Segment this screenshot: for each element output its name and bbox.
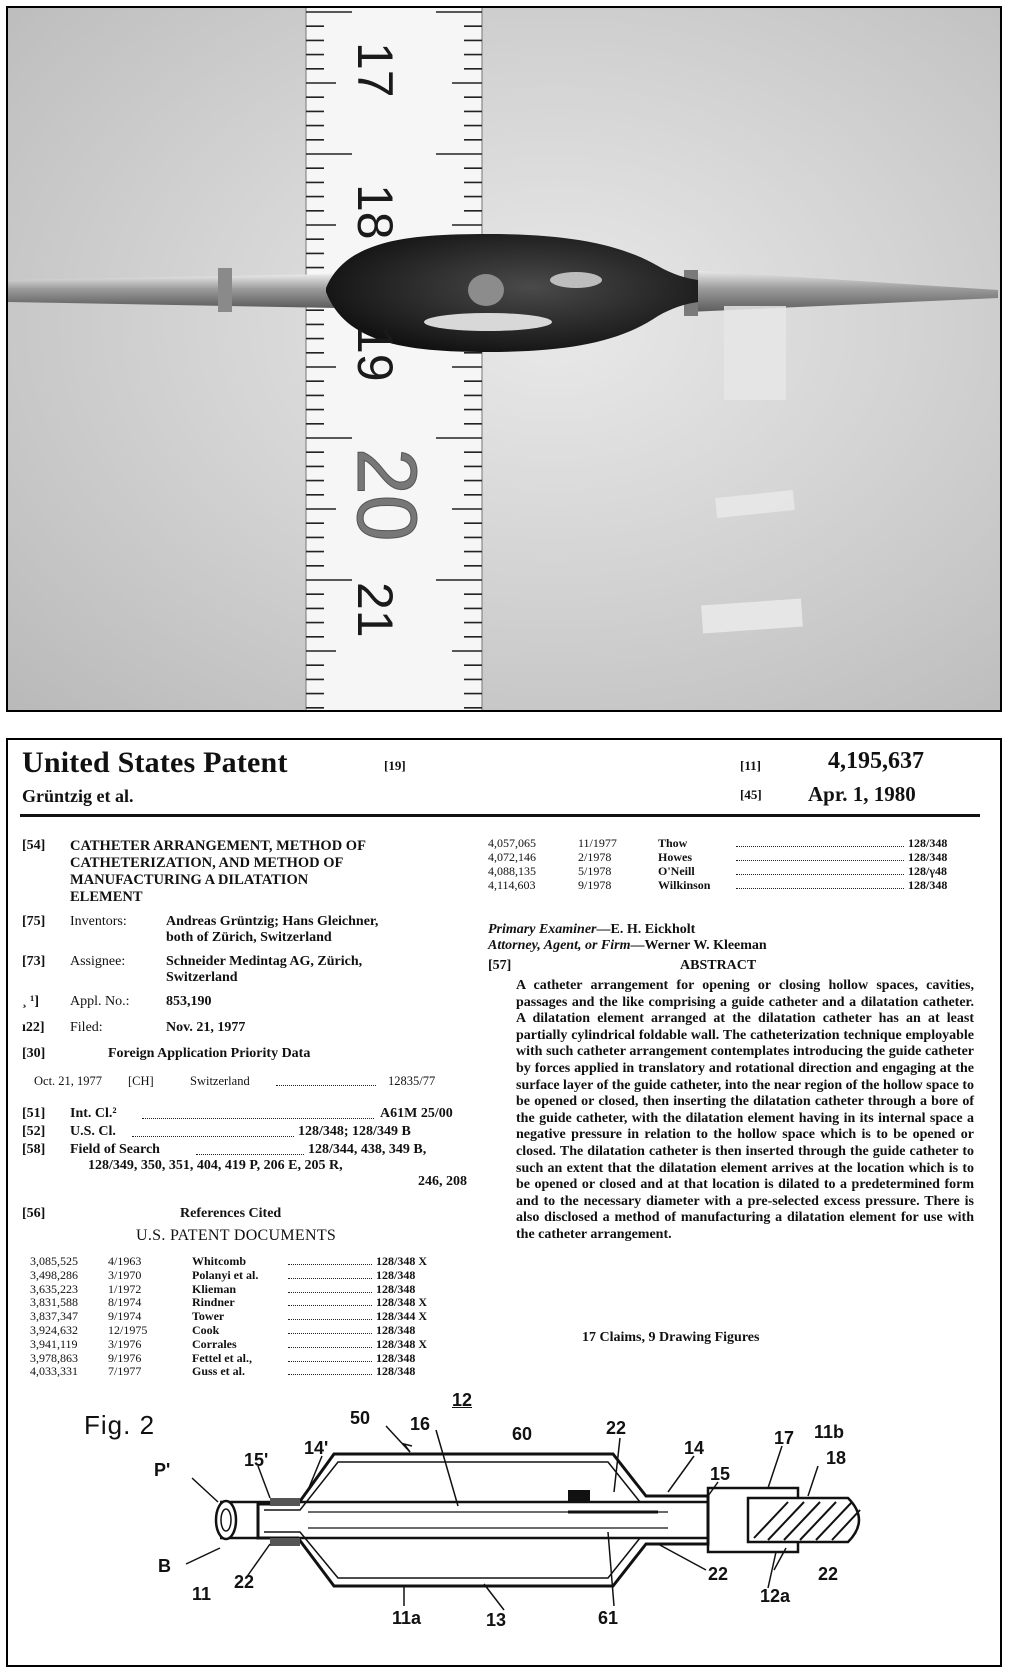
ruler-number-20: 20 [340, 448, 434, 542]
label-61: 61 [598, 1608, 619, 1628]
tag-75: [75] [22, 914, 46, 929]
reference-row [488, 836, 974, 850]
title-line: CATHETER ARRANGEMENT, METHOD OF [70, 838, 366, 854]
reference-row [30, 1254, 470, 1268]
ref-date: 9/1978 [578, 878, 612, 892]
ruler-number-21: 21 [347, 582, 403, 638]
reference-row [30, 1323, 470, 1337]
ref-class: 128/348 [376, 1350, 416, 1365]
claims-count: 17 Claims, 9 Drawing Figures [582, 1330, 760, 1345]
priority-country-code: [CH] [128, 1074, 154, 1088]
label-14: 14 [684, 1438, 705, 1458]
ref-number: 3,941,119 [30, 1336, 78, 1351]
label-16: 16 [410, 1414, 431, 1434]
reference-row [30, 1309, 470, 1323]
dot-leader [288, 1282, 372, 1293]
dot-leader [288, 1268, 372, 1279]
ref-number: 3,837,347 [30, 1309, 78, 1324]
reference-row [488, 864, 974, 878]
patent-date: Apr. 1, 1980 [808, 782, 916, 806]
assignee-line: Switzerland [166, 970, 238, 985]
header-rule [20, 814, 980, 817]
ref-number: 3,635,223 [30, 1281, 78, 1296]
appl-no-value: 853,190 [166, 994, 212, 1009]
ref-name: Thow [658, 836, 688, 850]
ref-date: 9/1974 [108, 1309, 142, 1324]
reference-row [30, 1282, 470, 1296]
primary-examiner-label: Primary Examiner [488, 922, 597, 937]
label-60: 60 [512, 1424, 533, 1444]
attorney-value: —Werner W. Kleeman [630, 938, 767, 953]
ref-number: 4,072,146 [488, 850, 536, 864]
ref-class: 128/348 [908, 878, 948, 892]
ref-class: 128/348 [908, 836, 948, 850]
references-heading: References Cited [180, 1206, 282, 1221]
ref-number: 3,924,632 [30, 1323, 78, 1337]
ref-name: Cook [192, 1323, 220, 1337]
assignee-label: Assignee: [70, 954, 126, 969]
label-14-prime: 14' [304, 1438, 329, 1458]
reference-row [30, 1337, 470, 1351]
label-11a: 11a [392, 1608, 422, 1628]
filed-value: Nov. 21, 1977 [166, 1020, 246, 1035]
tape-piece [724, 306, 786, 400]
priority-heading: Foreign Application Priority Data [108, 1046, 311, 1061]
ref-date: 8/1974 [108, 1295, 142, 1310]
dot-leader [288, 1323, 372, 1334]
dot-leader [276, 1075, 376, 1086]
ref-name: Rindner [192, 1295, 235, 1310]
label-11: 11 [192, 1584, 212, 1604]
photo-illustration [8, 8, 1000, 710]
priority-date: Oct. 21, 1977 [34, 1074, 103, 1088]
inventors-short: Grüntzig et al. [22, 786, 134, 806]
filed-label: Filed: [70, 1020, 103, 1035]
attorney-label: Attorney, Agent, or Firm [488, 938, 631, 953]
ref-date: 2/1978 [578, 850, 612, 864]
title-line: CATHETERIZATION, AND METHOD OF [70, 855, 344, 871]
ref-date: 5/1978 [578, 864, 612, 878]
dot-leader [288, 1295, 372, 1306]
ref-12: 12 [452, 1390, 473, 1410]
dot-leader [288, 1337, 372, 1348]
ref-number: 3,498,286 [30, 1267, 78, 1282]
title-line: ELEMENT [70, 889, 143, 905]
dot-leader [132, 1126, 294, 1137]
attorney [488, 938, 767, 954]
ref-name: Tower [192, 1309, 225, 1324]
ref-name: O'Neill [658, 864, 695, 878]
balloon-catheter-photo [6, 6, 1002, 712]
field-of-search-line-3: 246, 208 [418, 1174, 467, 1189]
ref-date: 3/1976 [108, 1336, 142, 1351]
label-22-left: 22 [234, 1572, 255, 1592]
tag-56: [56] [22, 1206, 46, 1221]
ref-date: 3/1970 [108, 1267, 142, 1282]
ref-number: 4,114,603 [488, 878, 536, 892]
dot-leader [142, 1108, 374, 1119]
ref-name: Klieman [192, 1281, 236, 1296]
ref-name: Whitcomb [192, 1254, 246, 1268]
ref-date: 7/1977 [108, 1364, 142, 1379]
int-cl-label: Int. Cl.² [70, 1106, 117, 1121]
ruler-number-18: 18 [347, 184, 403, 240]
reference-row [30, 1351, 470, 1365]
figure-title: Fig. 2 [84, 1410, 156, 1440]
label-15: 15 [710, 1464, 731, 1484]
inventors-label: Inventors: [70, 914, 127, 929]
label-22-top: 22 [606, 1418, 627, 1438]
patent-heading: United States Patent [22, 746, 288, 779]
label-18: 18 [826, 1448, 847, 1468]
ref-name: Corrales [192, 1336, 237, 1351]
label-17: 17 [774, 1428, 795, 1448]
appl-no-label: Appl. No.: [70, 994, 130, 1009]
catheter-tube [8, 274, 338, 308]
dot-leader [288, 1351, 372, 1362]
ref-number: 4,057,065 [488, 836, 536, 850]
ruler-number-17: 17 [347, 42, 403, 98]
int-cl-value: A61M 25/00 [380, 1106, 453, 1121]
ref-number: 4,033,331 [30, 1364, 78, 1379]
dot-leader [288, 1254, 372, 1265]
ref-class: 128/348 [376, 1281, 416, 1296]
primary-examiner-value: —E. H. Eickholt [596, 922, 696, 937]
tag-51: [51] [22, 1106, 46, 1121]
reference-row [30, 1268, 470, 1282]
ref-number: 3,978,863 [30, 1350, 78, 1365]
title-line: MANUFACTURING A DILATATION [70, 872, 309, 888]
ref-date: 4/1963 [108, 1254, 142, 1268]
tube-end [216, 1501, 236, 1539]
ref-class: 128/348 X [376, 1295, 427, 1310]
patent-number: 4,195,637 [828, 748, 924, 774]
ref-date: 1/1972 [108, 1281, 142, 1296]
ref-number: 4,088,135 [488, 864, 536, 878]
dot-leader [736, 864, 904, 875]
ref-name: Polanyi et al. [192, 1267, 259, 1282]
tag-21: ¸ ¹] [22, 994, 40, 1009]
us-cl-value: 128/348; 128/349 B [298, 1124, 411, 1139]
label-11b: 11b [814, 1422, 845, 1442]
ref-class: 128/348 [376, 1323, 416, 1337]
patent-document [6, 738, 1002, 1667]
ref-class: 128/348 X [376, 1336, 427, 1351]
field-of-search-line-2: 128/349, 350, 351, 404, 419 P, 206 E, 205 R, [88, 1158, 343, 1173]
ref-name: Wilkinson [658, 878, 711, 892]
ruler-number-19: 19 [347, 326, 403, 382]
priority-country: Switzerland [190, 1074, 250, 1088]
ref-number: 3,085,525 [30, 1254, 78, 1268]
field-of-search-line-1: 128/344, 438, 349 B, [308, 1142, 427, 1157]
dot-leader [736, 836, 904, 847]
ref-class: 128/348 [376, 1364, 416, 1379]
dot-leader [196, 1144, 304, 1155]
dot-leader [288, 1364, 372, 1375]
balloon-outline [258, 1454, 708, 1586]
ref-class: 128/348 [908, 850, 948, 864]
tag-57: [57] [488, 958, 512, 973]
tag-54: [54] [22, 838, 46, 853]
label-15-prime: 15' [244, 1450, 269, 1470]
ref-date: 11/1977 [578, 836, 617, 850]
tag-73: [73] [22, 954, 46, 969]
invention-title [70, 838, 366, 906]
label-B: B [158, 1556, 171, 1576]
dot-leader [288, 1309, 372, 1320]
ref-date: 9/1976 [108, 1350, 142, 1365]
abstract-text: A catheter arrangement for opening or closing hollow spaces, cavities, passages and the like comprising a guide catheter and a dilatation catheter. A dilatation element arranged at the dilatation catheter has an at least partially cylindrical foldable wall. The catheterization technique employable with such catheter arrangement contemplates introducing the guide catheter by forces applied in translatory and rotational direction and engaging at the surface layer of the guide catheter, into the near region of the hollow space to be opened or closed, then inserting the dilatation catheter through a bore of the guide catheter, with the dilatation element having in its internal space a negative pressure in relation to the hollow space which is to be opened or closed. The dilatation catheter is then inserted through the guide catheter to such an extent that the dilatation element arrives at the location which is to be opened or closed and at that location is dilated to a predetermined form and to the necessary diameter with a pre-selected excess pressure. There is also disclosed a method of manufacturing a dilatation element for use with the catheter arrangement. [516, 978, 974, 1242]
ref-name: Guss et al. [192, 1364, 246, 1379]
inventors-line: Andreas Grüntzig; Hans Gleichner, [166, 914, 379, 929]
ref-class: 128/348 X [376, 1254, 427, 1268]
figure-2 [8, 1388, 1000, 1667]
label-22-right: 22 [708, 1564, 729, 1584]
tag-58: [58] [22, 1142, 46, 1157]
label-13: 13 [486, 1610, 507, 1630]
tag-22: ı22] [22, 1020, 45, 1035]
code-45: [45] [740, 787, 762, 802]
label-P-prime: P' [154, 1460, 171, 1480]
ref-class: 128/344 X [376, 1309, 427, 1324]
field-of-search-label: Field of Search [70, 1142, 160, 1157]
label-22-far: 22 [818, 1564, 839, 1584]
code-11: [11] [740, 758, 761, 773]
dot-leader [736, 878, 904, 889]
code-19: [19] [384, 758, 406, 773]
label-12a: 12a [760, 1586, 791, 1606]
tag-30: [30] [22, 1046, 46, 1061]
dot-leader [736, 850, 904, 861]
abstract-heading: ABSTRACT [680, 958, 757, 973]
ref-name: Howes [658, 850, 692, 864]
tag-52: [52] [22, 1124, 46, 1139]
reference-row [488, 850, 974, 864]
primary-examiner [488, 922, 695, 938]
ref-name: Fettel et al., [192, 1350, 252, 1365]
inventors-line: both of Zürich, Switzerland [166, 930, 332, 945]
us-cl-label: U.S. Cl. [70, 1124, 116, 1139]
reference-row [30, 1364, 470, 1378]
priority-number: 12835/77 [388, 1074, 436, 1088]
reference-row [30, 1295, 470, 1309]
ref-class: 128/γ48 [908, 864, 947, 878]
ref-date: 12/1975 [108, 1323, 148, 1337]
us-docs-heading: U.S. PATENT DOCUMENTS [136, 1227, 337, 1244]
ref-class: 128/348 [376, 1267, 416, 1282]
ref-number: 3,831,588 [30, 1295, 78, 1310]
assignee-line: Schneider Medintag AG, Zürich, [166, 954, 363, 969]
inventors-value [166, 914, 378, 946]
reference-row [488, 878, 974, 892]
assignee-value [166, 954, 362, 986]
label-50: 50 [350, 1408, 371, 1428]
